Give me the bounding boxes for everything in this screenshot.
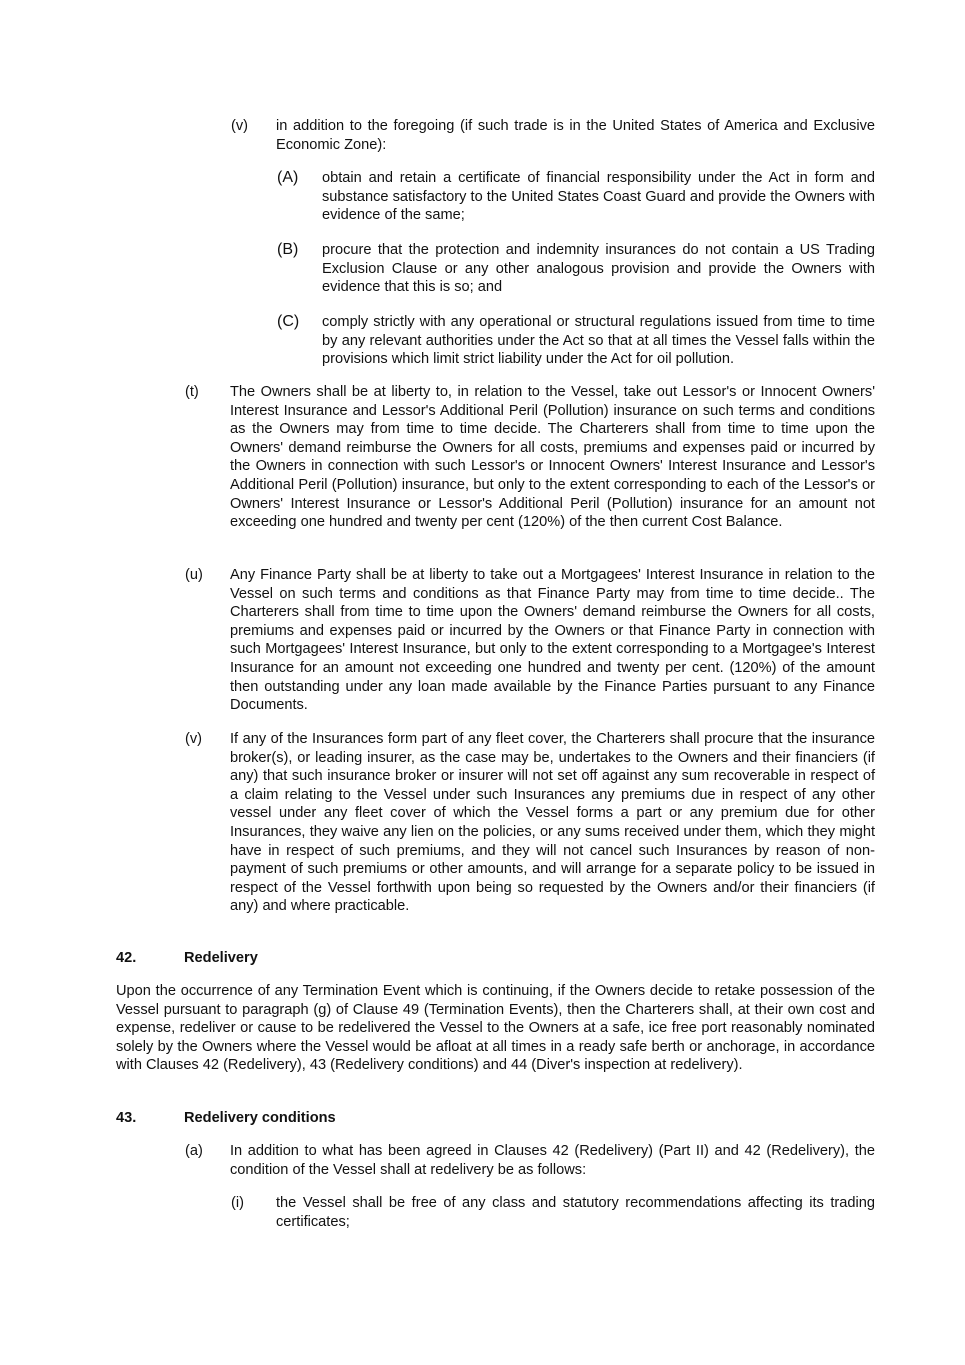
clause-title: Redelivery	[184, 950, 258, 966]
item-text: obtain and retain a certificate of financial responsibility under the Act in form and substance satisfactory to the United States Coast Guard and provide the Owners with evidence of the same;	[322, 170, 875, 224]
item-text: in addition to the foregoing (if such trade is in the United States of America and Exclusive Economic Zone):	[276, 118, 875, 153]
clause-number: 42.	[116, 950, 137, 966]
item-text: The Owners shall be at liberty to, in relation to the Vessel, take out Lessor's or Innocent Owners' Interest Insurance and Lessor's Additional Peril (Pollution) insurance on such terms and conditions as the Owners may from time to time decide. The Charterers shall from time to time upon the Owners' demand reimburse the Owners for all costs, premiums and expenses paid or incurred by the Owners in connection with such Lessor's or Innocent Owners' Interest Insurance and Lessor's Additional Peril (Pollution) insurance, but only to the extent corresponding to each of the Lessor's or Owners' Interest Insurance or Lessor's Additional Peril (Pollution) insurance for an amount not exceeding one hundred and twenty per cent (120%) of the then current Cost Balance.	[230, 384, 875, 531]
item-text: Any Finance Party shall be at liberty to take out a Mortgagees' Interest Insurance in relation to the Vessel on such terms and conditions as that Finance Party may from time to time decide.. The Charterers shall from time to time upon the Owners' demand reimburse the Owners for all costs, premiums and expenses paid or incurred by the Owners or that Finance Party in connection with such Mortgagees' Interest Insurance, but only to the extent corresponding to a Mortgagee's Interest Insurance for an amount not exceeding one hundred and twenty per cent. (120%) of the amount then outstanding under any loan made available by the Finance Parties pursuant to any Finance Documents.	[230, 567, 875, 714]
item-label: (v)	[185, 731, 203, 747]
clause-number: 43.	[116, 1110, 137, 1126]
item-label: (v)	[231, 118, 249, 134]
item-text: comply strictly with any operational or structural regulations issued from time to time by any relevant authorities under the Act so that at all times the Vessel falls within the provisions which limit strict liability under the Act for oil pollution.	[322, 314, 875, 368]
item-label: (a)	[185, 1143, 203, 1159]
item-text: the Vessel shall be free of any class and statutory recommendations affecting its trading certificates;	[276, 1195, 875, 1230]
clause-42-text: Upon the occurrence of any Termination Event which is continuing, if the Owners decide to retake possession of the Vessel pursuant to paragraph (g) of Clause 49 (Termination Events), then the Charterers shall, at their own cost and expense, redeliver or cause to be redelivered the Vessel to the Owners at a safe, ice free port reasonably nominated solely by the Owners where the Vessel would be afloat at all times in a ready safe berth or anchorage, in accordance with Clauses 42 (Redelivery), 43 (Redelivery conditions) and 44 (Diver's inspection at redelivery).	[116, 983, 875, 1074]
item-text: procure that the protection and indemnity insurances do not contain a US Trading Exclusion Clause or any other analogous provision and provide the Owners with evidence that this is so; and	[322, 242, 875, 296]
item-label: (B)	[277, 241, 299, 258]
item-label: (i)	[231, 1195, 244, 1211]
item-text: If any of the Insurances form part of any fleet cover, the Charterers shall procure that the insurance broker(s), or leading insurer, as the case may be, undertakes to the Owners and their financiers (if any) that such insurance broker or insurer will not set off against any sum recoverable in respect of a claim relating to the Vessel under such Insurances any premiums due in respect of any other vessel under any fleet cover of which the Vessel forms a part or any premium due for other Insurances, they waive any lien on the policies, or any sums received under them, which they might have in respect of such premiums, and they will not cancel such Insurances by reason of non-payment of such premiums or other amounts, and will arrange for a separate policy to be issued in respect of the Vessel forthwith upon being so requested by the Owners and/or their financiers (if any) and where practicable.	[230, 731, 875, 915]
item-label: (C)	[277, 313, 300, 330]
item-text: In addition to what has been agreed in Clauses 42 (Redelivery) (Part II) and 42 (Redelivery), the condition of the Vessel shall at redelivery be as follows:	[230, 1143, 875, 1178]
item-label: (u)	[185, 567, 203, 583]
item-label: (t)	[185, 384, 199, 400]
clause-title: Redelivery conditions	[184, 1110, 336, 1126]
item-label: (A)	[277, 169, 299, 186]
